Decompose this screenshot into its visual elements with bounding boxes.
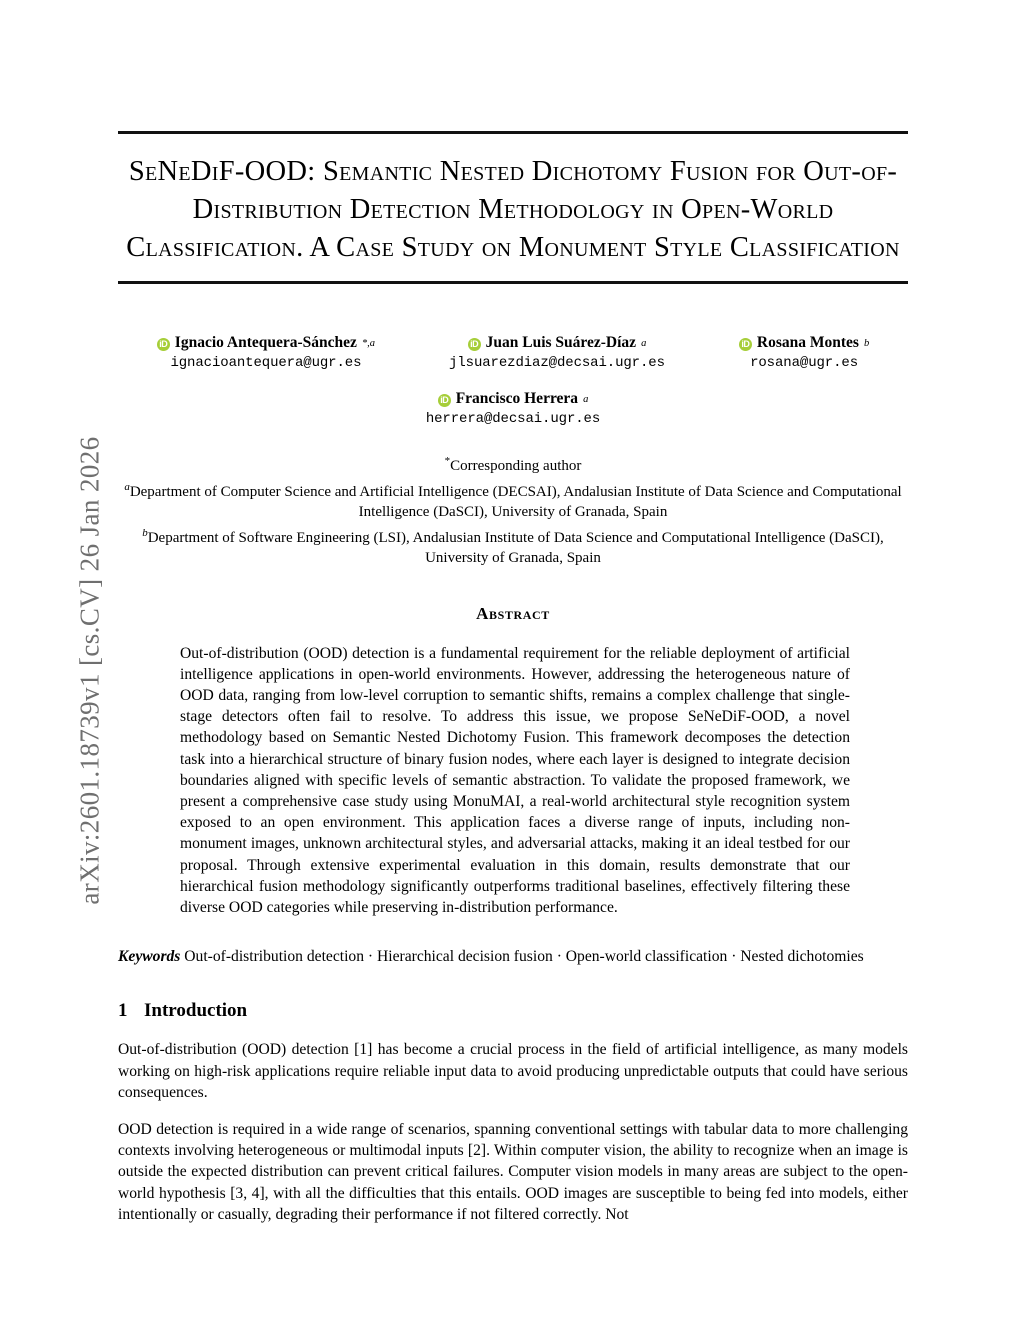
- affiliation-b-text: Department of Software Engineering (LSI), Andalusian Institute of Data Science and Computational Intelligence (DaSCI), University of Granada, Spain: [147, 529, 884, 566]
- author-affiliation-mark: *,a: [361, 337, 376, 349]
- page-title: SeNeDiF-OOD: Semantic Nested Dichotomy Fusion for Out-of-Distribution Detection Methodology in Open-World Classification. A Case Study on Monument Style Classification: [126, 156, 900, 263]
- author-name: Rosana Montes: [756, 334, 859, 351]
- affiliation-a-text: Department of Computer Science and Artificial Intelligence (DECSAI), Andalusian Institute of Data Science and Computational Intelligence (DaSCI), University of Granada, Spain: [129, 483, 902, 520]
- author-affiliation-mark: a: [641, 337, 647, 349]
- author-name-line: [739, 334, 869, 352]
- author-email[interactable]: ignacioantequera@ugr.es: [170, 355, 362, 371]
- author-name-line: [426, 390, 600, 408]
- author-email[interactable]: rosana@ugr.es: [750, 355, 858, 371]
- corresponding-mark: *: [444, 455, 451, 467]
- keywords: [118, 946, 908, 967]
- affiliation-b-mark: b: [142, 526, 148, 539]
- author-email[interactable]: herrera@decsai.ugr.es: [425, 411, 601, 427]
- orcid-icon[interactable]: iD: [157, 338, 170, 351]
- author-affiliation-mark: b: [863, 337, 870, 349]
- keywords-label: Keywords: [118, 948, 181, 966]
- author-name: Juan Luis Suárez-Díaz: [485, 334, 637, 351]
- author-block: [449, 334, 665, 371]
- author-name-line: [449, 334, 665, 352]
- author-block: [739, 334, 869, 371]
- author-affiliation-mark: a: [583, 393, 589, 405]
- keywords-text: Out-of-distribution detection · Hierarchical decision fusion · Open-world classification · Nested dichotomies: [184, 948, 864, 966]
- author-row: [118, 390, 908, 427]
- affiliation-b: [118, 523, 908, 569]
- arxiv-stamp-text: arXiv:2601.18739v1 [cs.CV] 26 Jan 2026: [74, 436, 105, 905]
- paper-page: [118, 0, 908, 1325]
- author-block: [426, 390, 600, 427]
- section-heading-introduction: [118, 1000, 908, 1022]
- title-rule-bottom: [118, 281, 908, 284]
- section-title: Introduction: [144, 1000, 248, 1022]
- paragraph: Out-of-distribution (OOD) detection [1] has become a crucial process in the field of artificial intelligence, as many models working on high-risk applications require reliable input data to avoid producing unpredictable outputs that could have serious consequences.: [118, 1041, 908, 1101]
- affiliation-list: [118, 451, 908, 569]
- author-name-line: [157, 334, 375, 352]
- orcid-icon[interactable]: iD: [468, 338, 481, 351]
- author-row: [118, 334, 908, 371]
- affiliation-a-mark: a: [124, 480, 130, 493]
- corresponding-text: Corresponding author: [450, 458, 582, 474]
- section-number: 1: [118, 1000, 128, 1022]
- paragraph: OOD detection is required in a wide range of scenarios, spanning conventional settings with tabular data to more challenging contexts involving heterogeneous or multimodal inputs [2]. Within computer vision, the ability to recognize when an image is outside the expected distribution can prevent critical failures. Computer vision models in many areas are subject to the open-world hypothesis [3, 4], with all the difficulties that this entails. OOD images are susceptible to being fed into models, either intentionally or casually, degrading their performance if not filtered correctly. Not: [118, 1120, 908, 1224]
- abstract-text: Out-of-distribution (OOD) detection is a fundamental requirement for the reliable deployment of artificial intelligence applications in open-world environments. However, addressing the heterogeneous nature of OOD data, ranging from low-level corruption to semantic shifts, remains a complex challenge that single-stage detectors often fail to resolve. To address this issue, we propose SeNeDiF-OOD, a novel methodology based on Semantic Nested Dichotomy Fusion. This framework decomposes the detection task into a hierarchical structure of binary fusion nodes, where each layer is designed to integrate decision boundaries aligned with specific levels of semantic abstraction. To validate the proposed framework, we present a comprehensive case study using MonuMAI, a real-world architectural style recognition system exposed to an open environment. This application faces a diverse range of inputs, including non-monument images, unknown architectural styles, and adversarial attacks, making it an ideal testbed for our proposal. Through extensive experimental evaluation in this domain, results demonstrate that our hierarchical fusion methodology significantly outperforms traditional baselines, effectively filtering these diverse OOD categories while preserving in-distribution performance.: [180, 644, 850, 916]
- orcid-icon[interactable]: iD: [739, 338, 752, 351]
- corresponding-author-note: [118, 451, 908, 477]
- author-email[interactable]: jlsuarezdiaz@decsai.ugr.es: [449, 355, 665, 371]
- arxiv-stamp: [0, 0, 110, 1325]
- author-name: Francisco Herrera: [455, 390, 579, 407]
- abstract-heading: Abstract: [476, 603, 550, 623]
- orcid-icon[interactable]: iD: [438, 394, 451, 407]
- author-list: [118, 334, 908, 427]
- affiliation-a: [118, 477, 908, 523]
- author-block: [157, 334, 375, 371]
- author-name: Ignacio Antequera-Sánchez: [174, 334, 357, 351]
- title-rule-top: [118, 131, 908, 134]
